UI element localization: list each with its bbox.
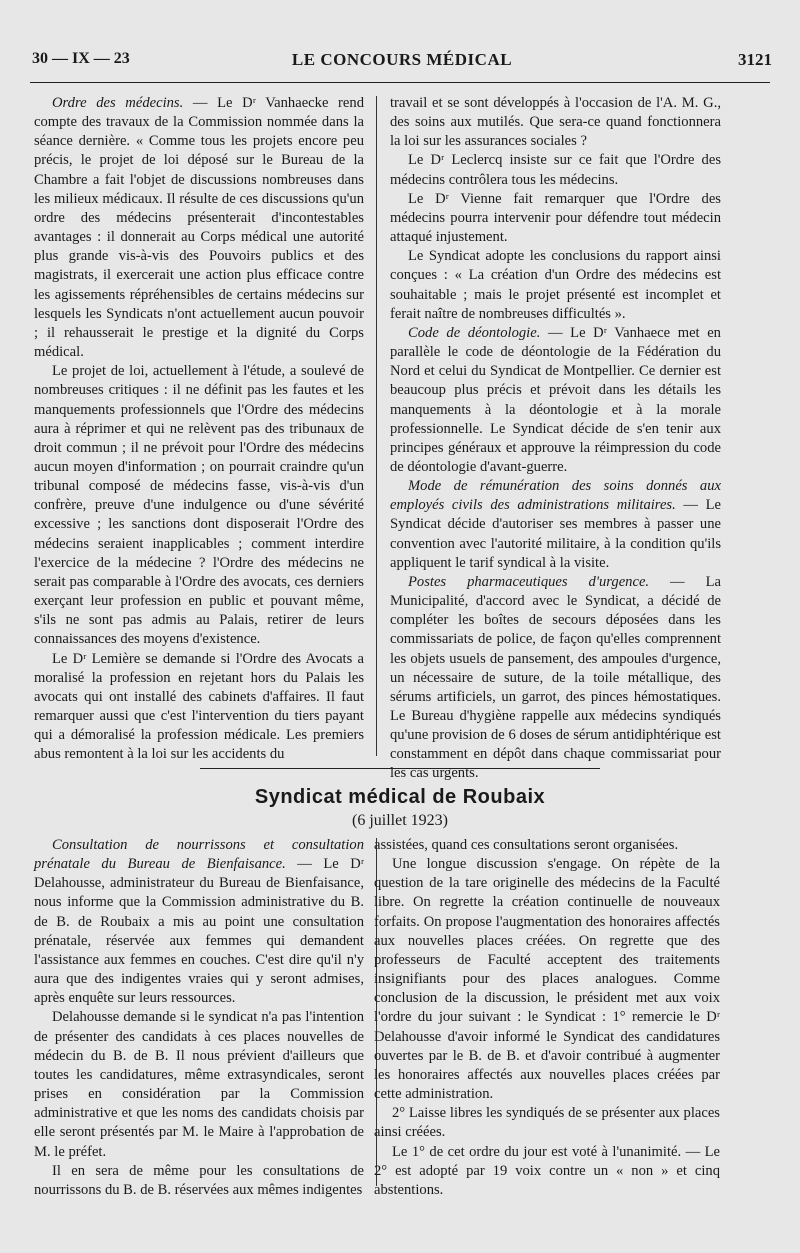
- paragraph: Le Dʳ Leclercq insiste sur ce fait que l'Ordre des médecins contrôlera tous les médecins.: [390, 152, 721, 188]
- paragraph: Le 1° de cet ordre du jour est voté à l'unanimité. — Le 2° est adopté par 19 voix contre un « non » et cinq abstentions.: [374, 1143, 720, 1198]
- paragraph: Une longue discussion s'engage. On répète de la question de la tare originelle des médecins de la Faculté libre. On regrette la création continuelle de nouveaux forfaits. On propose l'augmentation des honoraires affectés aux nouvelles places créées. On regrette que des professeurs de Faculté acceptent des traitements insignifiants pour des places analogues. Comme conclusion de la discussion, le président met aux voix l'ordre du jour suivant : le Syndicat : 1° remercie le Dʳ Delahousse d'avoir informé le Syndicat des candidatures ouvertes par le B. de B. et d'avoir contribué à augmenter les honoraires affectés aux nouvelles places créées par cette administration.: [374, 856, 720, 1103]
- paragraph: assistées, quand ces consultations seront organisées.: [374, 837, 679, 853]
- section-rule: [200, 768, 600, 769]
- paragraph-body: — Le Syndicat décide d'autoriser ses membres à passer une convention avec l'autorité militaire, à la condition qu'ils appliquent le tarif syndical à la visite.: [390, 497, 721, 571]
- paragraph: Le Syndicat adopte les conclusions du rapport ainsi conçues : « La création d'un Ordre des médecins est souhaitable ; mais le projet présenté est incomplet et ferait naître de nombreuses difficultés ».: [390, 248, 721, 322]
- paragraph: Le Dʳ Vienne fait remarquer que l'Ordre des médecins pourra intervenir pour défendre tout médecin attaqué injustement.: [390, 190, 721, 246]
- paragraph: Le Dʳ Lemière se demande si l'Ordre des Avocats a moralisé la profession en rejetant hors du Palais les avocats qui ont installé des cabinets d'affaires. Il faut remarquer aussi que c'est l'intervention du tiers payant qui a démoralisé la profession médicale. Les premiers abus remontent à la loi sur les accidents du: [34, 650, 364, 763]
- paragraph: Delahousse demande si le syndicat n'a pas l'intention de présenter des candidats à ces places nouvelles de médecin du B. de B. Il nous prévient d'ailleurs que toutes les candidatures, même extrasyndicales, seront prises en considération par la Commission administrative et que les noms des candidats choisis par elle seront présentés par M. le Maire à l'approbation de M. le préfet.: [34, 1009, 364, 1160]
- page-number: 3121: [738, 50, 772, 69]
- paragraph: [390, 324, 721, 477]
- bottom-right-column: [374, 836, 720, 1200]
- paragraph: travail et se sont développés à l'occasion de l'A. M. G., des soins aux mutilés. Que sera-ce quand fonctionnera la loi sur les assurances sociales ?: [390, 95, 721, 150]
- paragraph-lead: Mode de rémunération des soins donnés aux employés civils des administrations militaires.: [390, 478, 721, 514]
- paragraph: Le projet de loi, actuellement à l'étude, a soulevé de nombreuses critiques : il ne définit pas les fautes et les manquements professionnels que l'Ordre des médecins aura à réprimer et qui ne relèvent pas des tribunaux de droit commun ; il ne prévoit pour l'Ordre des médecins aucun moyen d'information ; on pourrait craindre qu'un tribunal composé de médecins fasse, vis-à-vis d'un confrère, preuve d'une indulgence ou d'une sévérité excessive ; les sanctions dont disposerait l'Ordre des médecins seraient inapplicables ; comment interdire l'exercice de la médecine ? l'Ordre des médecins ne serait pas comparable à l'Ordre des avocats, ces derniers exerçant leur profession en public et pouvant même, s'ils ne sont pas admis au Palais, retirer de leurs connaissances des moyens d'existence.: [34, 363, 364, 648]
- paragraph-lead: Consultation de nourrissons et consultation prénatale du Bureau de Bienfaisance.: [34, 837, 364, 873]
- paragraph: [34, 836, 364, 1008]
- paragraph: [34, 94, 364, 362]
- paragraph-body: — La Municipalité, d'accord avec le Syndicat, a décidé de compléter les boîtes de secours déposées dans les commissariats de police, de façon qu'elles comprennent les objets usuels de pansement, des ampoules d'urgence, un nécessaire de suture, de la toile métallique, des sérums artificiels, un garrot, des pinces hémostatiques. Le Bureau d'hygiène rappelle aux médecins syndiqués qu'une provision de 6 doses de sérum antidiphtérique est constamment en dépôt dans chaque commissariat pour les cas urgents.: [390, 573, 721, 782]
- section-date: (6 juillet 1923): [352, 812, 448, 829]
- paragraph-body: — Le Dʳ Vanhaece met en parallèle le code de déontologie de la Fédération du Nord et celui du Syndicat de Montpellier. Ce dernier est beaucoup plus précis et prévoit dans les détails les manquements à la déontologie et à la morale professionnelle. Le Syndicat décide de s'en tenir aux principes généraux et approuve la réimpression du code de déontologie d'avant-guerre.: [390, 324, 721, 475]
- header-rule: [30, 82, 770, 83]
- journal-title: LE CONCOURS MÉDICAL: [291, 50, 513, 69]
- column-divider: [376, 96, 377, 756]
- top-right-column: [390, 94, 721, 784]
- section-title: Syndicat médical de Roubaix: [254, 786, 546, 808]
- page-header: [32, 44, 772, 74]
- paragraph-body: — Le Dʳ Delahousse, administrateur du Bureau de Bienfaisance, nous informe que la Commission administrative du B. de B. de Roubaix a mis au point une consultation prénatale, réservée aux femmes qui demandent l'assistance aux femmes en couches. C'est dire qu'il n'y aura que des indigentes vraies qui y seront admises, après enquête sur leurs ressources.: [34, 856, 364, 1007]
- top-left-column: [34, 94, 364, 764]
- paragraph: [390, 477, 721, 573]
- paragraph: 2° Laisse libres les syndiqués de se présenter aux places ainsi créées.: [374, 1105, 720, 1141]
- paragraph: [390, 573, 721, 784]
- paragraph: Il en sera de même pour les consultations de nourrissons du B. de B. réservées aux mêmes indigentes: [34, 1162, 364, 1198]
- bottom-left-column: [34, 836, 364, 1200]
- issue-reference: 30 — IX — 23: [32, 50, 130, 67]
- paragraph-body: — Le Dʳ Vanhaecke rend compte des travaux de la Commission nommée dans la séance dernière. « Comme tous les projets encore peu précis, le projet de loi déposé sur le Bureau de la Chambre a fait l'objet de discussions nombreuses dans les milieux médicaux. Il résulte de ces discussions qu'un ordre des médecins présenterait d'incontestables avantages : il donnerait au Corps médical une autorité plus grande vis-à-vis des Pouvoirs publics et des magistrats, il exercerait une action plus efficace contre les agissements répréhensibles de certains médecins sur lesquels les Syndicats n'ont actuellement aucun pouvoir ; il rehausserait le prestige et la dignité du Corps médical.: [34, 95, 364, 361]
- paragraph-lead: Postes pharmaceutiques d'urgence.: [408, 573, 650, 590]
- paragraph-lead: Code de déontologie.: [408, 324, 541, 341]
- paragraph-lead: Ordre des médecins.: [52, 95, 184, 111]
